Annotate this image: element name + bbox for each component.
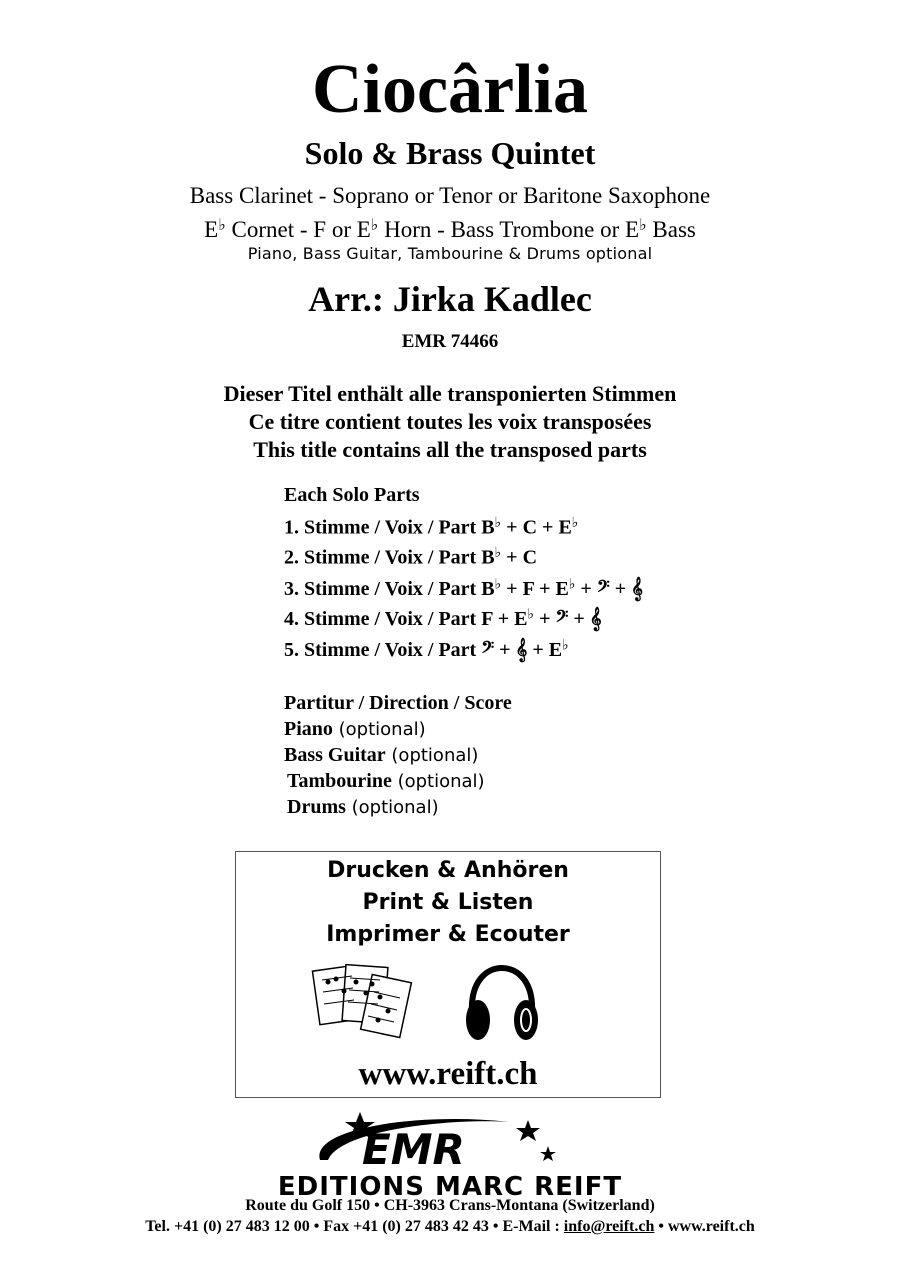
promo-line-de: Drucken & Anhören <box>327 858 569 883</box>
star-icon <box>540 1146 556 1161</box>
score-list <box>284 692 512 822</box>
notice-de: Dieser Titel enthält alle transponierten Stimmen <box>223 381 677 406</box>
bass-clef-icon: 𝄢 <box>555 606 569 630</box>
subtitle: Solo & Brass Quintet <box>304 135 596 171</box>
part-4: 4. Stimme / Voix / Part F + E♭ + 𝄢 + 𝄞 <box>284 606 602 630</box>
publisher-contact: Tel. +41 (0) 27 483 12 00 • Fax +41 (0) 27 483 42 43 • E-Mail : info@reift.ch • www.reift.ch <box>145 1218 755 1235</box>
parts-heading: Each Solo Parts <box>284 484 420 506</box>
promo-line-en: Print & Listen <box>362 890 534 915</box>
notice-en: This title contains all the transposed parts <box>253 437 647 462</box>
parts-list <box>284 484 643 667</box>
treble-clef-icon: 𝄞 <box>631 575 643 600</box>
email-link[interactable]: info@reift.ch <box>563 1218 655 1235</box>
publisher-name: EDITIONS MARC REIFT <box>277 1172 623 1202</box>
bass-clef-icon: 𝄢 <box>596 575 610 600</box>
part-2: 2. Stimme / Voix / Part B♭ + C <box>284 545 538 569</box>
treble-clef-icon: 𝄞 <box>515 636 528 661</box>
star-icon <box>516 1120 540 1141</box>
transposition-notice <box>0 380 900 464</box>
bass-clef-icon: 𝄢 <box>481 636 495 661</box>
part-3: 3. Stimme / Voix / Part B♭ + F + E♭ + 𝄢 + 𝄞 <box>284 575 643 600</box>
notice-fr: Ce titre contient toutes les voix transposées <box>248 409 652 434</box>
website-link[interactable]: www.reift.ch <box>358 1056 538 1092</box>
treble-clef-icon: 𝄞 <box>589 606 602 630</box>
page-title: Ciocârlia <box>311 51 589 128</box>
part-5: 5. Stimme / Voix / Part 𝄢 + 𝄞 + E♭ <box>284 636 569 661</box>
sheet-music-icon <box>308 964 420 1048</box>
catalog-number: EMR 74466 <box>401 331 499 352</box>
score-item-piano: Piano (optional) <box>284 718 426 740</box>
publisher-address: Route du Golf 150 • CH-3963 Crans-Montana (Switzerland) <box>245 1197 655 1214</box>
part-1: 1. Stimme / Voix / Part B♭ + C + E♭ <box>284 514 579 538</box>
score-item-drums: Drums (optional) <box>287 796 439 818</box>
score-item-bass-guitar: Bass Guitar (optional) <box>284 744 479 766</box>
instrumentation-line-2: E♭ Cornet - F or E♭ Horn - Bass Trombone or E♭ Bass <box>204 215 696 243</box>
emr-logo <box>300 1108 570 1178</box>
print-listen-box <box>235 851 661 1098</box>
headphones-icon <box>462 962 542 1048</box>
promo-line-fr: Imprimer & Ecouter <box>326 922 570 947</box>
instrumentation-line-1: Bass Clarinet - Soprano or Tenor or Baritone Saxophone <box>189 183 711 208</box>
score-item-tambourine: Tambourine (optional) <box>287 770 485 792</box>
score-heading: Partitur / Direction / Score <box>284 692 512 714</box>
logo-emr-text: EMR <box>362 1125 465 1174</box>
instrumentation-line-3: Piano, Bass Guitar, Tambourine & Drums optional <box>247 244 653 263</box>
arranger: Arr.: Jirka Kadlec <box>308 279 592 319</box>
